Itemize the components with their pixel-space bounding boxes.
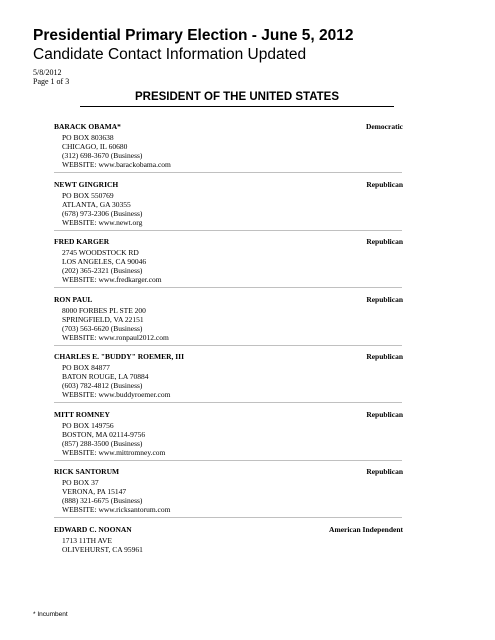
contact-line: PO BOX 84877 xyxy=(62,363,110,372)
contact-line: VERONA, PA 15147 xyxy=(62,487,127,496)
page-number: Page 1 of 3 xyxy=(33,77,70,86)
candidate-party: Republican xyxy=(366,295,403,304)
candidate-contact xyxy=(62,248,162,284)
candidate-contact xyxy=(62,536,143,554)
contact-line: 2745 WOODSTOCK RD xyxy=(62,248,139,257)
contact-line: PO BOX 37 xyxy=(62,478,99,487)
candidate-contact xyxy=(62,191,142,227)
document-subtitle: Candidate Contact Information Updated xyxy=(33,46,307,63)
contact-line: WEBSITE: www.newt.org xyxy=(62,218,143,227)
contact-line: (312) 698-3670 (Business) xyxy=(62,151,143,160)
contact-line: (202) 365-2321 (Business) xyxy=(62,266,143,275)
candidate-entry xyxy=(0,525,495,581)
contact-line: PO BOX 550769 xyxy=(62,191,114,200)
candidate-entry xyxy=(0,237,495,293)
candidate-contact xyxy=(62,421,165,457)
contact-line: WEBSITE: www.barackobama.com xyxy=(62,160,171,169)
candidate-name: MITT ROMNEY xyxy=(54,410,110,419)
candidate-name: CHARLES E. "BUDDY" ROEMER, III xyxy=(54,352,185,361)
candidate-entry xyxy=(0,467,495,523)
candidate-party: Democratic xyxy=(365,122,403,131)
candidate-party: Republican xyxy=(366,237,403,246)
candidate-party: Republican xyxy=(366,467,403,476)
entry-divider xyxy=(54,460,402,461)
entry-divider xyxy=(54,287,402,288)
candidate-entry xyxy=(0,410,495,466)
contact-line: LOS ANGELES, CA 90046 xyxy=(62,257,147,266)
entry-divider xyxy=(54,402,402,403)
contact-line: 8000 FORBES PL STE 200 xyxy=(62,306,146,315)
contact-line: PO BOX 149756 xyxy=(62,421,114,430)
contact-line: BATON ROUGE, LA 70884 xyxy=(62,372,149,381)
contact-line: SPRINGFIELD, VA 22151 xyxy=(62,315,144,324)
footnote: * Incumbent xyxy=(33,611,68,618)
contact-line: (678) 973-2306 (Business) xyxy=(62,209,143,218)
candidate-contact xyxy=(62,306,169,342)
candidate-name: RICK SANTORUM xyxy=(54,467,120,476)
contact-line: PO BOX 803638 xyxy=(62,133,114,142)
entry-divider xyxy=(54,517,402,518)
contact-line: WEBSITE: www.ronpaul2012.com xyxy=(62,333,169,342)
contact-line: WEBSITE: www.buddyroemer.com xyxy=(62,390,171,399)
entry-divider xyxy=(54,230,402,231)
contact-line: BOSTON, MA 02114-9756 xyxy=(62,430,146,439)
candidate-name: NEWT GINGRICH xyxy=(54,180,119,189)
report-date: 5/8/2012 xyxy=(33,68,62,77)
candidate-party: American Independent xyxy=(329,525,403,534)
contact-line: ATLANTA, GA 30355 xyxy=(62,200,131,209)
candidate-name: BARACK OBAMA* xyxy=(54,122,121,131)
entry-divider xyxy=(54,345,402,346)
contact-line: 1713 11TH AVE xyxy=(62,536,113,545)
contact-line: (703) 563-6620 (Business) xyxy=(62,324,143,333)
contact-line: (888) 321-6675 (Business) xyxy=(62,496,143,505)
entry-divider xyxy=(54,172,402,173)
contact-line: WEBSITE: www.mittromney.com xyxy=(62,448,166,457)
candidate-party: Republican xyxy=(366,180,403,189)
candidate-contact xyxy=(62,133,171,169)
candidate-contact xyxy=(62,363,170,399)
contact-line: WEBSITE: www.fredkarger.com xyxy=(62,275,162,284)
candidate-entry xyxy=(0,295,495,351)
candidate-party: Republican xyxy=(366,410,403,419)
candidate-name: EDWARD C. NOONAN xyxy=(54,525,132,534)
candidate-name: RON PAUL xyxy=(54,295,93,304)
contact-line: OLIVEHURST, CA 95961 xyxy=(62,545,143,554)
candidate-party: Republican xyxy=(366,352,403,361)
contact-line: WEBSITE: www.ricksantorum.com xyxy=(62,505,171,514)
candidate-name: FRED KARGER xyxy=(54,237,110,246)
candidate-contact xyxy=(62,478,170,514)
candidate-entry xyxy=(0,352,495,408)
contact-line: CHICAGO, IL 60680 xyxy=(62,142,128,151)
document-title: Presidential Primary Election - June 5, 2012 xyxy=(33,27,354,44)
contact-line: (603) 782-4812 (Business) xyxy=(62,381,143,390)
candidate-entry xyxy=(0,122,495,178)
contact-line: (857) 288-3500 (Business) xyxy=(62,439,143,448)
section-title: PRESIDENT OF THE UNITED STATES xyxy=(134,91,340,103)
candidate-entry xyxy=(0,180,495,236)
